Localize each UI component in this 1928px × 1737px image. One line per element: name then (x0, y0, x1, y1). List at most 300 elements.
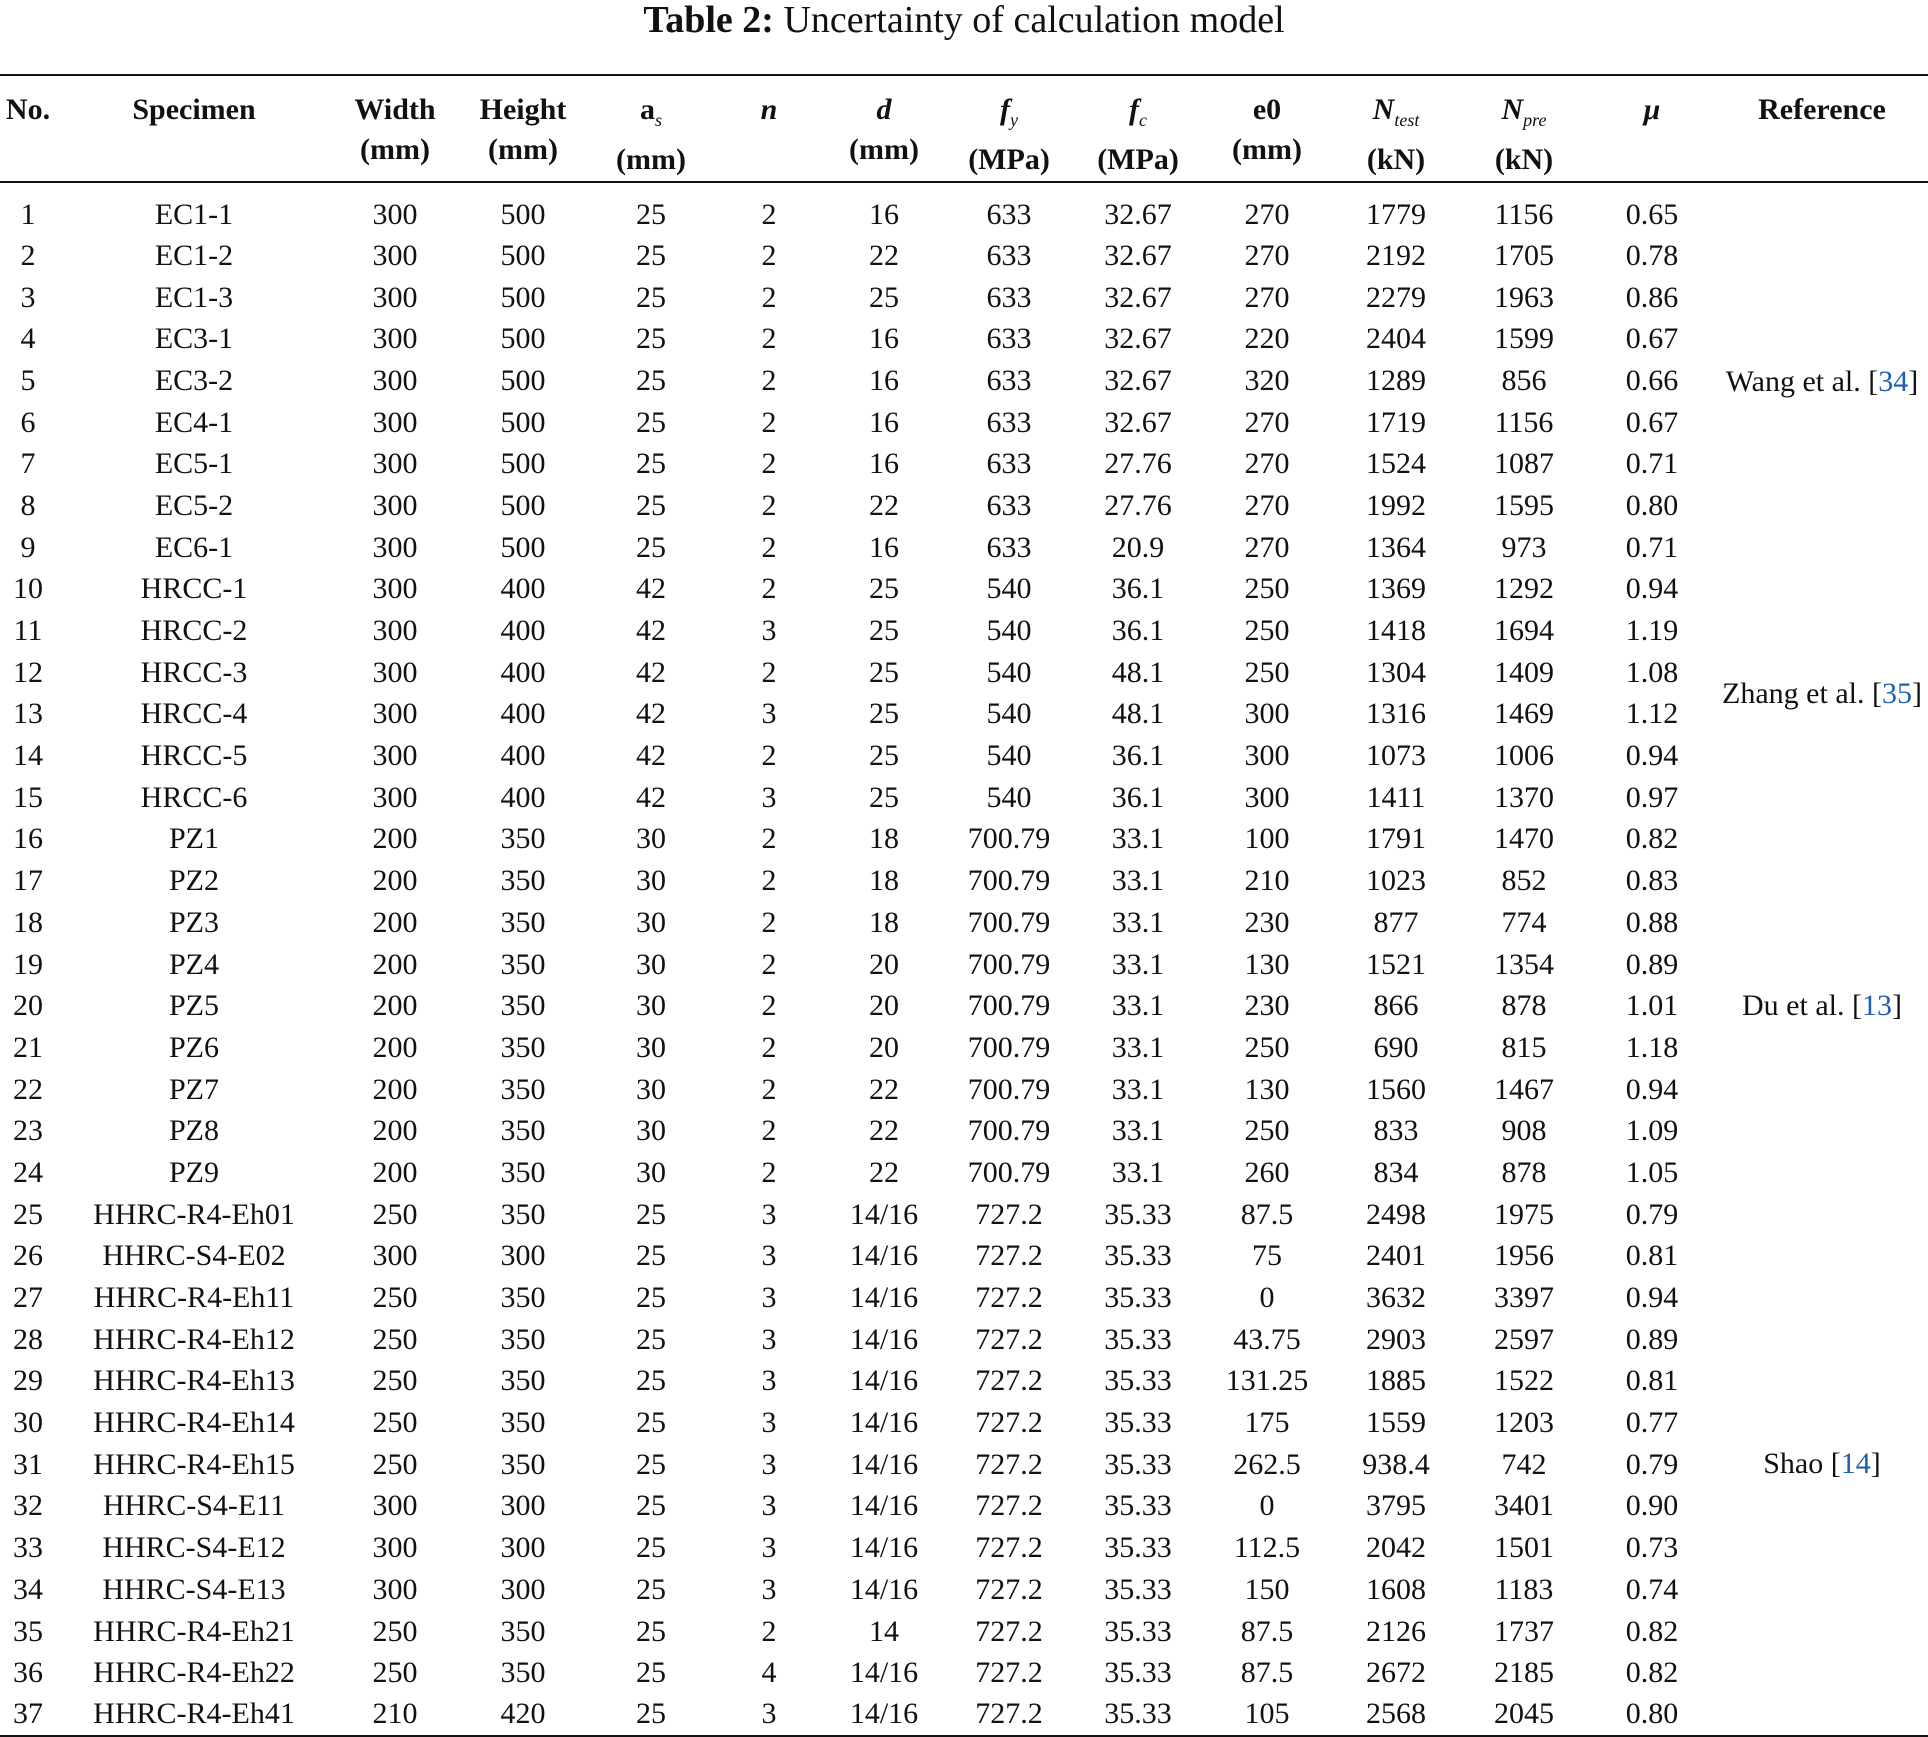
table-cell: 3 (761, 1239, 777, 1273)
table-cell: 25 (636, 322, 666, 356)
table-cell: 250 (372, 1614, 418, 1648)
table-cell: 28 (13, 1322, 43, 1356)
table-cell: 2 (761, 1114, 777, 1148)
table-cell: 14/16 (849, 1531, 919, 1565)
table-cell: 700.79 (967, 1072, 1051, 1106)
table-cell: 131.25 (1225, 1364, 1309, 1398)
table-cell: 1156 (1494, 405, 1554, 439)
table-cell: 14/16 (849, 1364, 919, 1398)
table-cell: 400 (500, 697, 546, 731)
table-row (0, 1110, 1928, 1152)
table-cell: 25 (636, 1239, 666, 1273)
table-cell: 270 (1244, 405, 1290, 439)
reference-bracket: ] (1908, 364, 1919, 398)
table-cell: 300 (372, 739, 418, 773)
table-header (0, 75, 1928, 182)
table-cell: 1006 (1494, 739, 1554, 773)
table-cell: 25 (636, 1197, 666, 1231)
table-cell: 30 (636, 1072, 666, 1106)
table-cell: HHRC-R4-Eh14 (93, 1406, 295, 1440)
table-cell: 350 (500, 989, 546, 1023)
table-cell: 25 (869, 614, 899, 648)
table-row (0, 777, 1928, 819)
table-cell: 3 (761, 1322, 777, 1356)
table-cell: 25 (869, 655, 899, 689)
table-cell: 42 (636, 697, 666, 731)
table-cell: 774 (1501, 905, 1547, 939)
table-cell: 633 (986, 322, 1032, 356)
table-cell: 700.79 (967, 1114, 1051, 1148)
table-cell: PZ2 (168, 864, 219, 898)
table-cell: 2 (761, 530, 777, 564)
table-caption (0, 0, 1928, 44)
column-header (1332, 75, 1460, 182)
table-cell: 2672 (1366, 1656, 1426, 1690)
table-cell: 1521 (1366, 947, 1426, 981)
reference-bracket: ] (1870, 1447, 1881, 1481)
table-cell: 0.71 (1625, 530, 1679, 564)
table-cell: 300 (372, 280, 418, 314)
reference-author: Du et al. [ (1742, 989, 1862, 1023)
table-cell: EC1-3 (154, 280, 234, 314)
header-label: Width (354, 93, 436, 126)
table-cell: PZ6 (168, 1030, 219, 1064)
header-unit: (kN) (1494, 143, 1554, 176)
table-cell: 300 (372, 572, 418, 606)
table-cell: 19 (13, 947, 43, 981)
table-cell: 300 (500, 1531, 546, 1565)
table-cell: 0.80 (1625, 1697, 1679, 1731)
table-cell: 30 (636, 905, 666, 939)
table-cell: 727.2 (975, 1572, 1043, 1606)
reference-author: Zhang et al. [ (1722, 676, 1882, 710)
table-cell: 2279 (1366, 280, 1426, 314)
table-cell: 1694 (1494, 614, 1554, 648)
table-cell: 35.33 (1104, 1656, 1172, 1690)
table-cell: 25 (636, 1364, 666, 1398)
table-cell: 36.1 (1111, 614, 1165, 648)
table-cell: 32 (13, 1489, 43, 1523)
table-cell: 2126 (1366, 1614, 1426, 1648)
table-cell: 220 (1244, 322, 1290, 356)
column-header (1074, 75, 1202, 182)
table-cell: 1289 (1366, 363, 1426, 397)
header-label: d (876, 93, 892, 126)
table-cell: 48.1 (1111, 655, 1165, 689)
table-cell: 43.75 (1233, 1322, 1301, 1356)
table-cell: 633 (986, 238, 1032, 272)
table-cell: PZ8 (168, 1114, 219, 1148)
table-cell: 3 (761, 780, 777, 814)
table-cell: 878 (1501, 1155, 1547, 1189)
table-cell: 1 (20, 198, 36, 231)
table-row (0, 182, 1928, 235)
table-cell: 18 (869, 905, 899, 939)
table-cell: 1608 (1366, 1572, 1426, 1606)
table-cell: 14/16 (849, 1656, 919, 1690)
table-cell: HHRC-R4-Eh13 (93, 1364, 295, 1398)
table-cell: 270 (1244, 530, 1290, 564)
table-cell: 1779 (1366, 198, 1426, 231)
table-cell: 0.82 (1625, 1614, 1679, 1648)
table-cell: 300 (372, 322, 418, 356)
table-cell: HHRC-R4-Eh21 (93, 1614, 295, 1648)
table-cell: 2042 (1366, 1531, 1426, 1565)
table-cell: 690 (1373, 1030, 1419, 1064)
table-cell: 2192 (1366, 238, 1426, 272)
table-cell: 350 (500, 1614, 546, 1648)
reference-link[interactable]: 35 (1881, 676, 1912, 710)
table-cell: 250 (372, 1656, 418, 1690)
table-cell: EC3-1 (154, 322, 234, 356)
table-cell: 540 (986, 697, 1032, 731)
table-cell: 42 (636, 739, 666, 773)
table-cell: 540 (986, 614, 1032, 648)
table-cell: 350 (500, 1406, 546, 1440)
table-cell: 633 (986, 405, 1032, 439)
column-header (0, 75, 56, 182)
table-cell: 35.33 (1104, 1197, 1172, 1231)
table-cell: 300 (372, 198, 418, 231)
table-cell: 500 (500, 488, 546, 522)
header-label: e0 (1252, 93, 1282, 126)
table-cell: 0.79 (1625, 1197, 1679, 1231)
table-cell: 350 (500, 1114, 546, 1148)
header-unit: (MPa) (1097, 143, 1179, 176)
table-row (0, 985, 1928, 1027)
table-cell: 0.74 (1625, 1572, 1679, 1606)
table-cell: 3632 (1366, 1281, 1426, 1315)
table-row (0, 277, 1928, 319)
table-cell: 350 (500, 1447, 546, 1481)
table-row (0, 1027, 1928, 1069)
table-cell: PZ3 (168, 905, 219, 939)
header-unit: (mm) (616, 143, 686, 176)
table-cell: 25 (869, 280, 899, 314)
table-cell: 200 (372, 905, 418, 939)
table-cell: 16 (869, 322, 899, 356)
table-cell: 300 (1244, 739, 1290, 773)
header-label: f (1000, 93, 1010, 126)
table-cell: 2 (761, 655, 777, 689)
header-label: n (760, 93, 778, 126)
table-cell: 727.2 (975, 1531, 1043, 1565)
table-cell: 1559 (1366, 1406, 1426, 1440)
column-header (588, 75, 714, 182)
table-cell: 400 (500, 572, 546, 606)
table-cell: 5 (20, 363, 36, 397)
table-cell: 250 (1244, 1030, 1290, 1064)
table-cell: 540 (986, 572, 1032, 606)
table-cell: 33.1 (1111, 822, 1165, 856)
table-cell: 1737 (1494, 1614, 1554, 1648)
table-cell: 8 (20, 488, 36, 522)
table-cell: 0.86 (1625, 280, 1679, 314)
table-cell: 9 (20, 530, 36, 564)
table-cell: 14/16 (849, 1281, 919, 1315)
table-cell: 25 (636, 530, 666, 564)
table-cell: 16 (869, 530, 899, 564)
table-cell: 300 (372, 530, 418, 564)
table-cell: 2 (761, 905, 777, 939)
header-label: Specimen (132, 93, 256, 126)
table-cell: 700.79 (967, 905, 1051, 939)
table-cell: 27.76 (1104, 488, 1172, 522)
table-row (0, 1069, 1928, 1111)
table-cell: HRCC-2 (140, 614, 248, 648)
table-cell: 0.97 (1625, 780, 1679, 814)
table-cell: 815 (1501, 1030, 1547, 1064)
table-cell: 2045 (1494, 1697, 1554, 1731)
table-cell: 350 (500, 1197, 546, 1231)
table-cell: 877 (1373, 905, 1419, 939)
table-cell: 35.33 (1104, 1406, 1172, 1440)
table-cell: 25 (636, 405, 666, 439)
table-cell: 400 (500, 780, 546, 814)
table-cell: PZ7 (168, 1072, 219, 1106)
table-row (0, 694, 1928, 736)
column-header (824, 75, 944, 182)
table-cell: 350 (500, 1155, 546, 1189)
caption-label: Table 2: (643, 0, 774, 41)
table-cell: 0.89 (1625, 1322, 1679, 1356)
table-cell: 25 (636, 447, 666, 481)
table-cell: 1885 (1366, 1364, 1426, 1398)
table-cell: 33.1 (1111, 864, 1165, 898)
table-cell: HHRC-R4-Eh22 (93, 1656, 295, 1690)
table-cell: 200 (372, 1030, 418, 1064)
table-cell: 420 (500, 1697, 546, 1731)
table-cell: 15 (13, 780, 43, 814)
column-header (1202, 75, 1332, 182)
table-cell: 0.90 (1625, 1489, 1679, 1523)
table-cell: 20 (869, 1030, 899, 1064)
reference-link[interactable]: 14 (1840, 1447, 1871, 1481)
table-cell: 14/16 (849, 1322, 919, 1356)
table-cell: HRCC-3 (140, 655, 248, 689)
table-cell: 0.66 (1625, 363, 1679, 397)
table-cell: HRCC-4 (140, 697, 248, 731)
table-cell: 200 (372, 822, 418, 856)
table-cell: 1791 (1366, 822, 1426, 856)
header-subscript: y (1010, 110, 1018, 130)
table-cell: 250 (372, 1281, 418, 1315)
table-row (0, 1569, 1928, 1611)
reference-link[interactable]: 34 (1878, 364, 1909, 398)
table-cell: 2 (761, 447, 777, 481)
table-cell: 400 (500, 614, 546, 648)
table-cell: 35.33 (1104, 1281, 1172, 1315)
table-cell: 130 (1244, 1072, 1290, 1106)
table-cell: 0.94 (1625, 739, 1679, 773)
table-cell: 2404 (1366, 322, 1426, 356)
table-cell: 1599 (1494, 322, 1554, 356)
table-cell: 300 (1244, 697, 1290, 731)
table-cell: 25 (869, 697, 899, 731)
table-cell: 3 (20, 280, 36, 314)
table-cell: 270 (1244, 447, 1290, 481)
header-subscript: s (654, 110, 662, 130)
table-cell: 3397 (1494, 1281, 1554, 1315)
table-cell: 500 (500, 405, 546, 439)
header-unit: (mm) (849, 133, 919, 166)
table-cell: 350 (500, 905, 546, 939)
table-cell: 2903 (1366, 1322, 1426, 1356)
table-cell: 105 (1244, 1697, 1290, 1731)
table-cell: 2 (761, 1030, 777, 1064)
header-subscript: c (1139, 110, 1147, 130)
table-cell: 23 (13, 1114, 43, 1148)
table-row (0, 1236, 1928, 1278)
table-cell: 1719 (1366, 405, 1426, 439)
table-cell: 230 (1244, 989, 1290, 1023)
table-cell: 87.5 (1240, 1614, 1294, 1648)
table-row (0, 318, 1928, 360)
table-row (0, 1194, 1928, 1236)
table-cell: 250 (372, 1447, 418, 1481)
table-cell: 300 (372, 488, 418, 522)
table-cell: 1.01 (1625, 989, 1679, 1023)
table-cell: 35.33 (1104, 1697, 1172, 1731)
table-row (0, 1527, 1928, 1569)
table-cell: 727.2 (975, 1364, 1043, 1398)
table-cell: 25 (636, 1281, 666, 1315)
table-cell: 35.33 (1104, 1614, 1172, 1648)
table-cell: 400 (500, 655, 546, 689)
table-cell: HHRC-R4-Eh01 (93, 1197, 295, 1231)
table-cell: 36.1 (1111, 739, 1165, 773)
column-header (1716, 75, 1928, 182)
table-cell: 852 (1501, 864, 1547, 898)
table-cell: PZ4 (168, 947, 219, 981)
table-cell: 2 (761, 1614, 777, 1648)
table-cell: 22 (869, 488, 899, 522)
table-cell: 14/16 (849, 1489, 919, 1523)
table-row (0, 402, 1928, 444)
table-cell: 1.08 (1625, 655, 1679, 689)
table-cell: HRCC-5 (140, 739, 248, 773)
table-cell: 270 (1244, 238, 1290, 272)
table-cell: 34 (13, 1572, 43, 1606)
table-cell: 262.5 (1233, 1447, 1301, 1481)
table-cell: 1292 (1494, 572, 1554, 606)
table-cell: 3 (761, 1197, 777, 1231)
table-cell: 35.33 (1104, 1572, 1172, 1606)
table-cell: EC5-1 (154, 447, 234, 481)
table-cell: 300 (1244, 780, 1290, 814)
table-body (0, 182, 1928, 1736)
table-cell: 350 (500, 1656, 546, 1690)
column-header (458, 75, 588, 182)
table-cell: 87.5 (1240, 1197, 1294, 1231)
table-cell: 500 (500, 198, 546, 231)
table-cell: 300 (372, 363, 418, 397)
table-row (0, 610, 1928, 652)
table-cell: 1183 (1494, 1572, 1554, 1606)
table-cell: 1023 (1366, 864, 1426, 898)
table-cell: 500 (500, 447, 546, 481)
caption-title: Uncertainty of calculation model (783, 0, 1285, 41)
table-cell: 973 (1501, 530, 1547, 564)
table-cell: 1522 (1494, 1364, 1554, 1398)
table-cell: 33.1 (1111, 1072, 1165, 1106)
table-cell: 0.82 (1625, 1656, 1679, 1690)
table-cell: 2 (761, 280, 777, 314)
table-cell: 1364 (1366, 530, 1426, 564)
table-cell: 25 (636, 1447, 666, 1481)
table-cell: 0.67 (1625, 322, 1679, 356)
table-cell: HHRC-S4-E11 (102, 1489, 286, 1523)
table-cell: 35.33 (1104, 1531, 1172, 1565)
table-cell: 3 (761, 1281, 777, 1315)
table-cell: 0.83 (1625, 864, 1679, 898)
table-cell: 14/16 (849, 1197, 919, 1231)
table-row (0, 1361, 1928, 1403)
table-cell: 0.94 (1625, 1281, 1679, 1315)
table-cell: 0.77 (1625, 1406, 1679, 1440)
table-cell: 2 (761, 363, 777, 397)
table-cell: 21 (13, 1030, 43, 1064)
table-cell: 250 (1244, 655, 1290, 689)
table-cell: 175 (1244, 1406, 1290, 1440)
table-cell: 540 (986, 780, 1032, 814)
table-cell: 350 (500, 1281, 546, 1315)
table-cell: 150 (1244, 1572, 1290, 1606)
table-cell: 540 (986, 655, 1032, 689)
table-cell: 540 (986, 739, 1032, 773)
table-cell: 633 (986, 447, 1032, 481)
table-cell: 36 (13, 1656, 43, 1690)
table-cell: 3 (761, 1697, 777, 1731)
reference-link[interactable]: 13 (1861, 989, 1892, 1023)
table-cell: 200 (372, 1114, 418, 1148)
table-cell: 3795 (1366, 1489, 1426, 1523)
table-cell: 300 (372, 1239, 418, 1273)
table-cell: 300 (372, 697, 418, 731)
table-cell: 727.2 (975, 1489, 1043, 1523)
table-cell: 230 (1244, 905, 1290, 939)
table-cell: 3 (761, 1406, 777, 1440)
table-row (0, 360, 1928, 402)
table-cell: 250 (372, 1322, 418, 1356)
table-cell: 3401 (1494, 1489, 1554, 1523)
table-cell: 32.67 (1104, 405, 1172, 439)
table-row (0, 1652, 1928, 1694)
reference-cell (1716, 819, 1928, 1194)
reference-author: Wang et al. [ (1725, 364, 1879, 398)
table-cell: 2568 (1366, 1697, 1426, 1731)
table-cell: 1992 (1366, 488, 1426, 522)
table-cell: 200 (372, 1155, 418, 1189)
table-cell: 700.79 (967, 864, 1051, 898)
header-unit: (kN) (1366, 143, 1426, 176)
table-cell: 30 (636, 989, 666, 1023)
table-cell: 700.79 (967, 822, 1051, 856)
table-row (0, 1486, 1928, 1528)
header-unit: (MPa) (968, 143, 1050, 176)
table-cell: 2 (761, 405, 777, 439)
table-cell: 33.1 (1111, 1114, 1165, 1148)
table-cell: 1370 (1494, 780, 1554, 814)
table-cell: 14/16 (849, 1239, 919, 1273)
table-cell: 633 (986, 198, 1032, 231)
table-cell: 30 (13, 1406, 43, 1440)
table-cell: 1501 (1494, 1531, 1554, 1565)
table-cell: 3 (761, 697, 777, 731)
table-cell: 14 (13, 739, 43, 773)
table-cell: 17 (13, 864, 43, 898)
table-cell: 633 (986, 530, 1032, 564)
